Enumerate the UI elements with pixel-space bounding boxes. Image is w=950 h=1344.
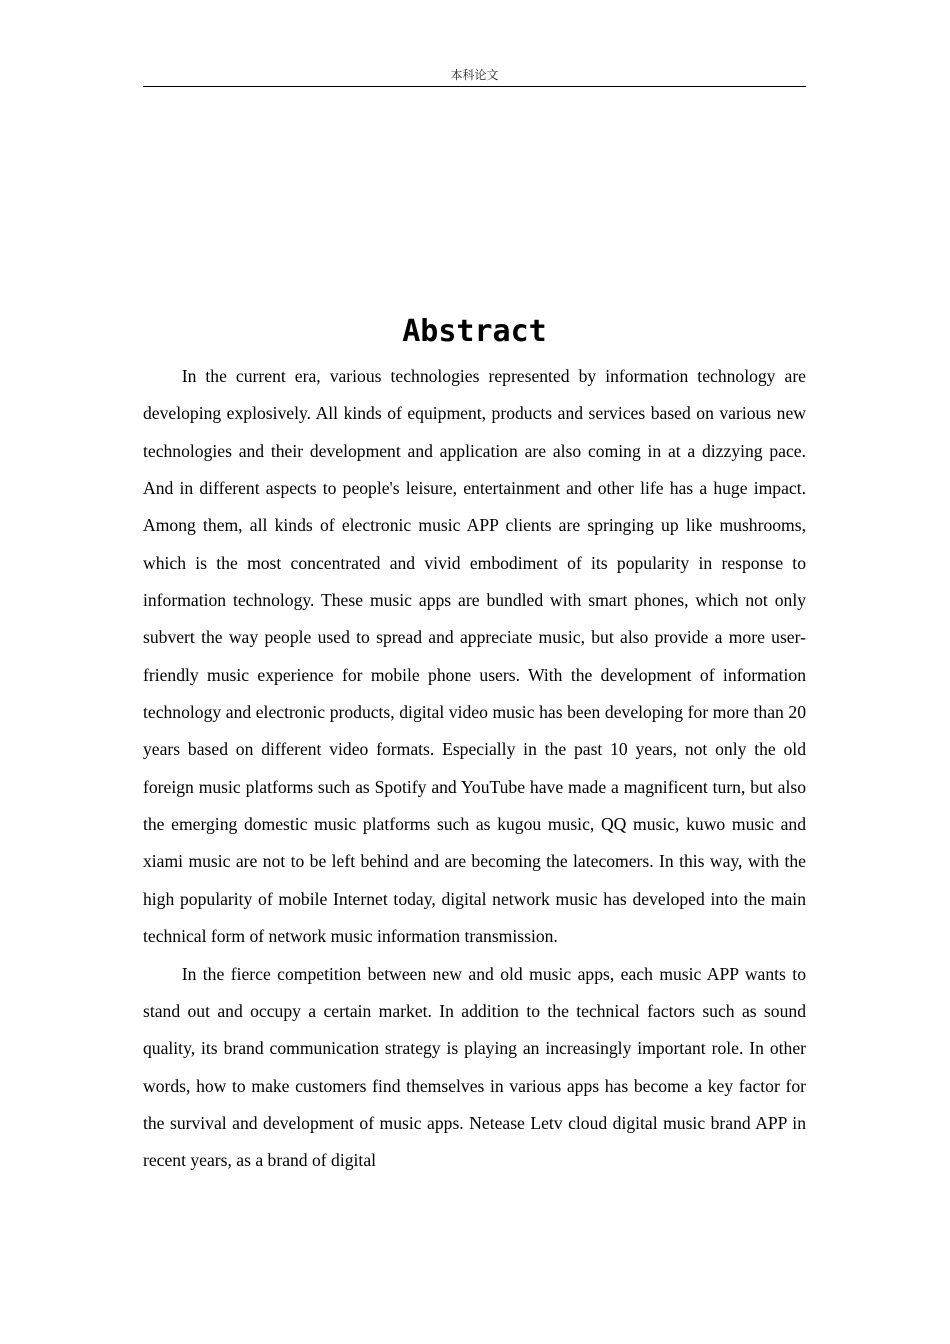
page-header (143, 66, 806, 87)
page-title: Abstract (402, 314, 547, 349)
header-text: 本科论文 (450, 68, 499, 82)
paragraph-2: In the fierce competition between new and old music apps, each music APP wants to stand out and occupy a certain market. In addition to the technical factors such as sound quality, its brand communication strategy is playing an increasingly important role. In other words, how to make customers find themselves in various apps has become a key factor for the survival and development of music apps. Netease Letv cloud digital music brand APP in recent years, as a brand of digital (143, 963, 806, 1171)
abstract-body (143, 358, 806, 1180)
paragraph-1: In the current era, various technologies represented by information technology are developing explosively. All kinds of equipment, products and services based on various new technologies and their development and application are also coming in at a dizzying pace. And in different aspects to people's leisure, entertainment and other life has a huge impact. Among them, all kinds of electronic music APP clients are springing up like mushrooms, which is the most concentrated and vivid embodiment of its popularity in response to information technology. These music apps are bundled with smart phones, which not only subvert the way people used to spread and appreciate music, but also provide a more user-friendly music experience for mobile phone users. With the development of information technology and electronic products, digital video music has been developing for more than 20 years based on different video formats. Especially in the past 10 years, not only the old foreign music platforms such as Spotify and YouTube have made a magnificent turn, but also the emerging domestic music platforms such as kugou music, QQ music, kuwo music and xiami music are not to be left behind and are becoming the latecomers. In this way, with the high popularity of mobile Internet today, digital network music has developed into the main technical form of network music information transmission. (143, 366, 806, 947)
